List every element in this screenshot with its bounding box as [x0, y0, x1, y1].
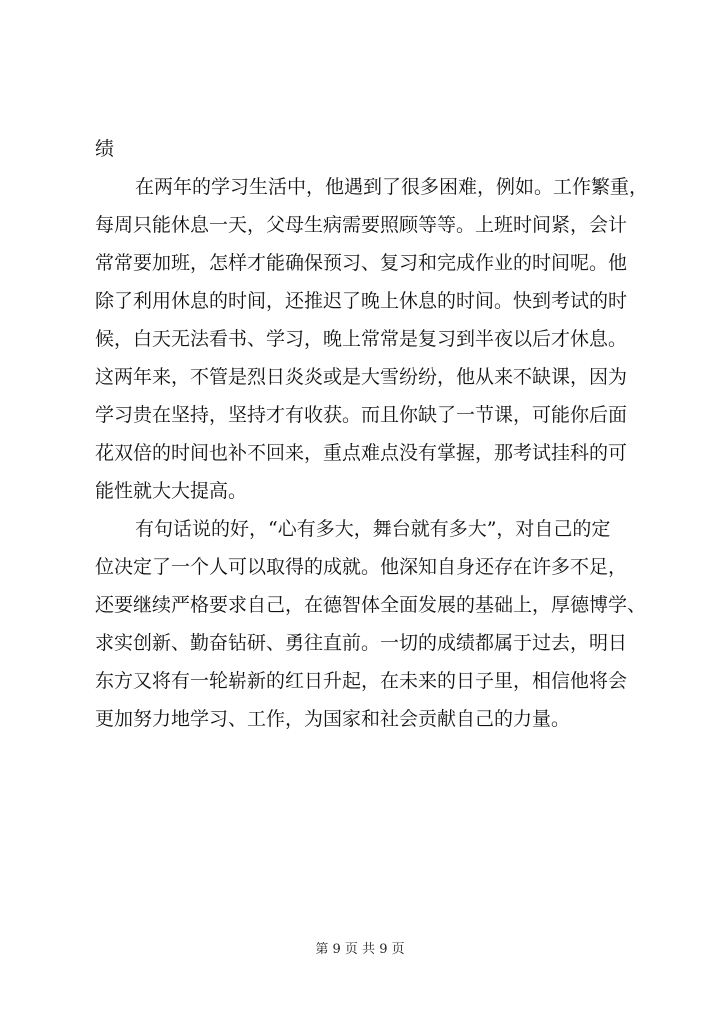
text-line-11: 有句话说的好，“心有多大，舞台就有多大”，对自己的定 — [135, 518, 611, 540]
text-line-5: 除了利用休息的时间，还推迟了晚上休息的时间。快到考试的时 — [95, 290, 628, 312]
text-line-10: 能性就大大提高。 — [95, 480, 248, 502]
text-line-4: 常常要加班，怎样才能确保预习、复习和完成作业的时间呢。他 — [95, 252, 628, 274]
page-footer: 第 9 页 共 9 页 — [315, 942, 405, 957]
text-line-9: 花双倍的时间也补不回来，重点难点没有掌握，那考试挂科的可 — [95, 442, 628, 464]
text-line-3: 每周只能休息一天，父母生病需要照顾等等。上班时间紧，会计 — [95, 214, 628, 236]
text-line-12: 位决定了一个人可以取得的成就。他深知自身还存在许多不足， — [95, 556, 628, 578]
text-line-7: 这两年来，不管是烈日炎炎或是大雪纷纷，他从来不缺课，因为 — [95, 366, 628, 388]
text-line-15: 东方又将有一轮崭新的红日升起，在未来的日子里，相信他将会 — [95, 670, 628, 692]
text-line-2: 在两年的学习生活中，他遇到了很多困难，例如。工作繁重， — [135, 176, 649, 198]
text-line-8: 学习贵在坚持，坚持才有收获。而且你缺了一节课，可能你后面 — [95, 404, 628, 426]
text-line-14: 求实创新、勤奋钻研、勇往直前。一切的成绩都属于过去，明日 — [95, 632, 628, 654]
text-line-6: 候，白天无法看书、学习，晚上常常是复习到半夜以后才休息。 — [95, 328, 628, 350]
text-line-1: 绩 — [95, 138, 115, 160]
text-line-16: 更加努力地学习、工作，为国家和社会贡献自己的力量。 — [95, 708, 571, 730]
text-line-13: 还要继续严格要求自己，在德智体全面发展的基础上，厚德博学、 — [95, 594, 647, 616]
